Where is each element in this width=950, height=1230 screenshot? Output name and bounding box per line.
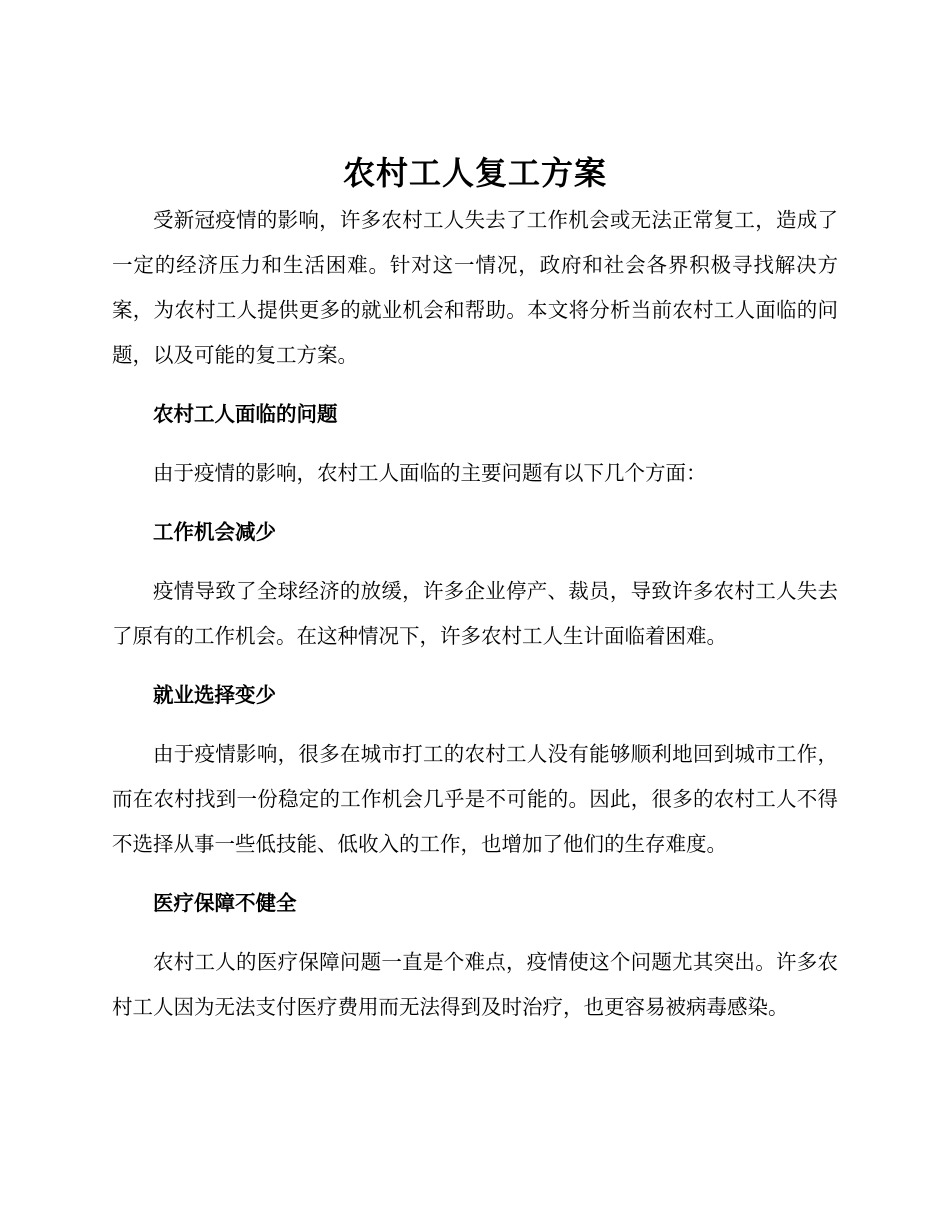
document-title: 农村工人复工方案 — [342, 154, 607, 192]
section-heading-fewer-choices: 就业选择变少 — [153, 683, 276, 707]
section-heading-fewer-jobs: 工作机会减少 — [153, 520, 276, 544]
section-heading-medical: 医疗保障不健全 — [153, 891, 297, 915]
section-heading-problems: 农村工人面临的问题 — [153, 402, 338, 426]
section-paragraph-fewer-choices: 由于疫情影响，很多在城市打工的农村工人没有能够顺利地回到城市工作，而在农村找到一份稳定的工作机会几乎是不可能的。因此，很多的农村工人不得不选择从事一些低技能、低收入的工作，也增加了他们的生存难度。 — [112, 742, 838, 856]
section-paragraph-problems: 由于疫情的影响，农村工人面临的主要问题有以下几个方面： — [153, 461, 707, 485]
section-paragraph-fewer-jobs: 疫情导致了全球经济的放缓，许多企业停产、裁员，导致许多农村工人失去了原有的工作机会。在这种情况下，许多农村工人生计面临着困难。 — [112, 579, 838, 648]
intro-paragraph: 受新冠疫情的影响，许多农村工人失去了工作机会或无法正常复工，造成了一定的经济压力和生活困难。针对这一情况，政府和社会各界积极寻找解决方案，为农村工人提供更多的就业机会和帮助。本文将分析当前农村工人面临的问题，以及可能的复工方案。 — [112, 208, 838, 367]
section-paragraph-medical: 农村工人的医疗保障问题一直是个难点，疫情使这个问题尤其突出。许多农村工人因为无法支付医疗费用而无法得到及时治疗，也更容易被病毒感染。 — [112, 950, 838, 1019]
document-page — [112, 148, 838, 1030]
